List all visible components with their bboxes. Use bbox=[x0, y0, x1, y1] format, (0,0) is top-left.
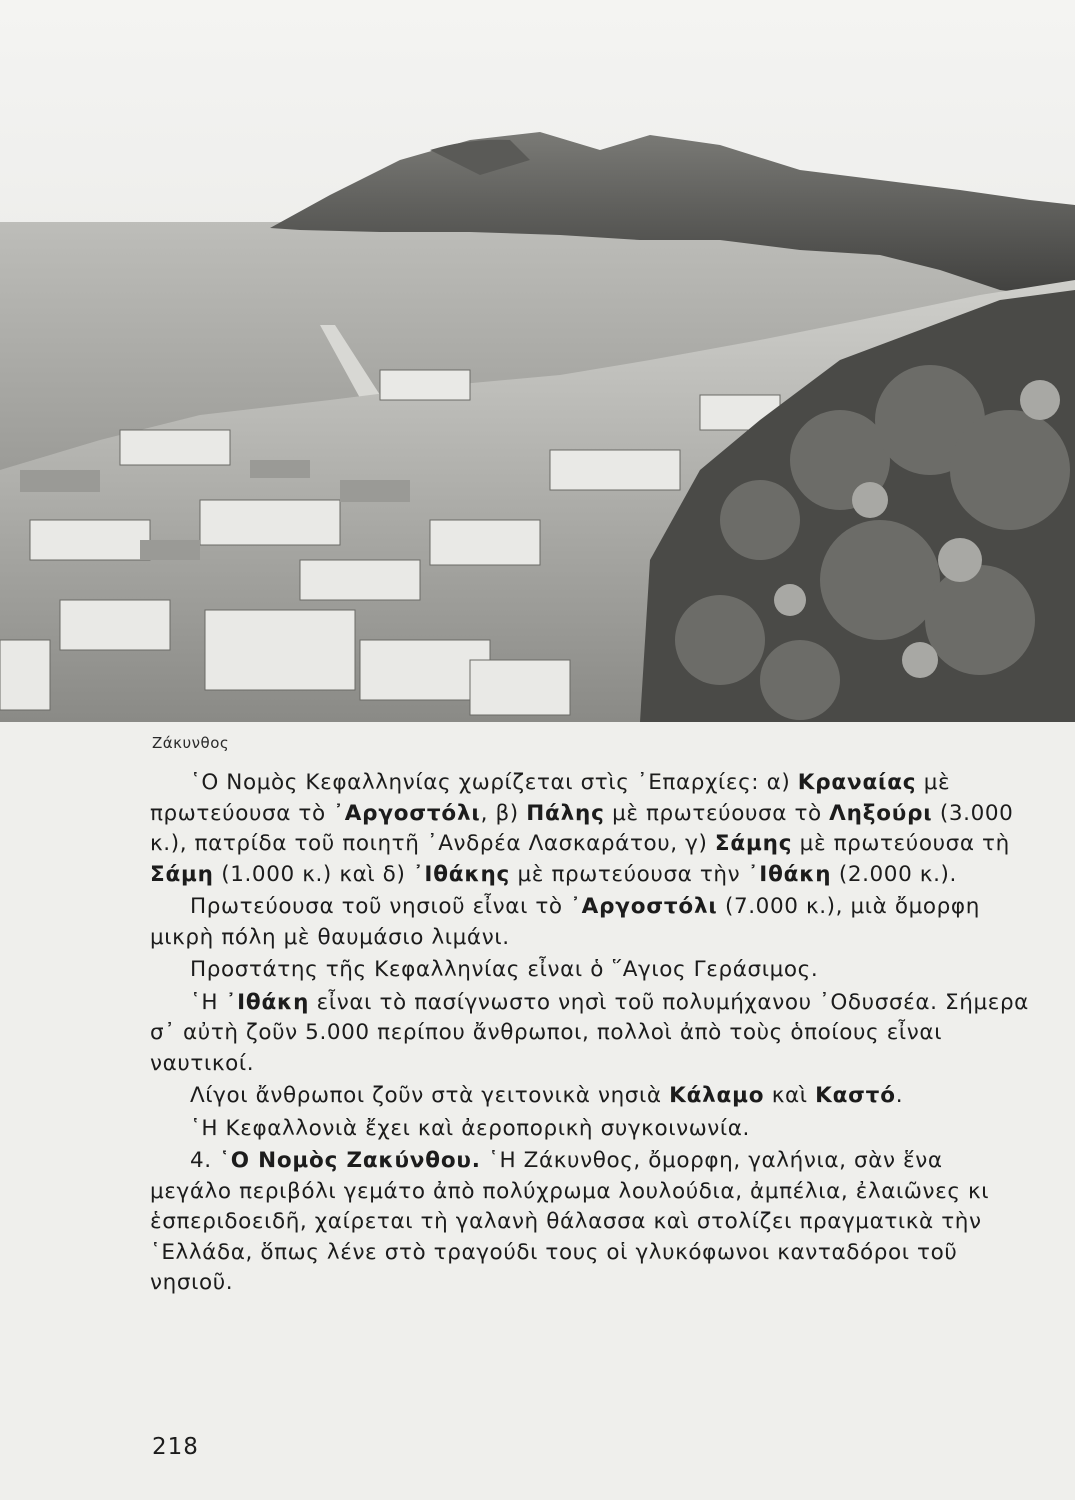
text-run: (7.000 κ.), μιὰ ὄμορφη μικρὴ πόλη μὲ θαυμάσιο λιμάνι. bbox=[150, 894, 980, 950]
body-text bbox=[150, 768, 1030, 1299]
paragraph-kefallinia-provinces bbox=[150, 768, 1030, 890]
text-run: καὶ bbox=[764, 1083, 816, 1108]
bold-term: ᾿Ιθάκη bbox=[225, 989, 310, 1015]
bold-term: Καστό bbox=[815, 1083, 896, 1108]
text-run: μὲ πρωτεύουσα τὴν bbox=[510, 861, 748, 887]
bold-term: Ληξούρι bbox=[829, 800, 933, 826]
bold-term: ᾿Ιθάκη bbox=[747, 861, 832, 887]
paragraph-zakynthos bbox=[150, 1146, 1030, 1299]
text-run: , β) bbox=[480, 800, 527, 826]
paragraph-small-islands bbox=[150, 1081, 1030, 1112]
text-run: (3.000 κ.), πατρίδα τοῦ ποιητῆ ᾿Ανδρέα Λασκαράτου, γ) bbox=[150, 800, 1014, 856]
photo-caption: Ζάκυνθος bbox=[152, 734, 230, 752]
text-run: μὲ πρωτεύουσα τὸ bbox=[150, 770, 951, 826]
text-run: (1.000 κ.) καὶ δ) bbox=[213, 861, 413, 887]
page-number: 218 bbox=[152, 1434, 199, 1460]
text-run: Πρωτεύουσα τοῦ νησιοῦ εἶναι τὸ bbox=[190, 894, 571, 919]
section-number: 4. bbox=[190, 1148, 220, 1173]
bold-term: Πάλης bbox=[526, 800, 605, 826]
text-run: ῾Η bbox=[190, 989, 226, 1015]
text-run: ῾Η Ζάκυνθος, ὄμορφη, γαλήνια, σὰν ἕνα μεγάλο περιβόλι γεμάτο ἀπὸ πολύχρωμα λουλούδια, ἀμπέλια, ἐλαιῶνες κι ἑσπεριδοειδῆ, χαίρεται τὴ γαλανὴ θάλασσα καὶ στολίζει πραγματικὰ τὴν ῾Ελλάδα, ὅπως λένε στὸ τραγούδι τους οἱ γλυκόφωνοι κανταδόροι τοῦ νησιοῦ. bbox=[150, 1148, 990, 1295]
text-run: εἶναι τὸ πασίγνωστο νησὶ τοῦ πολυμήχανου ᾿Οδυσσέα. Σήμερα σ᾿ αὐτὴ ζοῦν 5.000 περίπου ἄνθρωποι, πολλοὶ ἀπὸ τοὺς ὁποίους εἶναι ναυτικοί. bbox=[150, 989, 1029, 1076]
bold-term: ᾿Αργοστόλι bbox=[570, 894, 718, 919]
text-run: μὲ πρωτεύουσα τὸ bbox=[604, 800, 830, 826]
text-run: . bbox=[895, 1083, 904, 1108]
section-heading: ῾Ο Νομὸς Ζακύνθου. bbox=[219, 1148, 481, 1173]
text-run: Λίγοι ἄνθρωποι ζοῦν στὰ γειτονικὰ νησιὰ bbox=[190, 1083, 670, 1108]
bold-term: Κάλαμο bbox=[669, 1083, 765, 1108]
text-run: (2.000 κ.). bbox=[831, 861, 957, 887]
paragraph-patron-saint: Προστάτης τῆς Κεφαλληνίας εἶναι ὁ ῞Αγιος Γεράσιμος. bbox=[190, 957, 819, 982]
bold-term: Σάμη bbox=[150, 861, 214, 887]
paragraph-air-transport: ῾Η Κεφαλλονιὰ ἔχει καὶ ἀεροπορικὴ συγκοινωνία. bbox=[190, 1115, 750, 1141]
paragraph-capital bbox=[150, 892, 1030, 953]
text-run: μὲ πρωτεύουσα τὴ bbox=[792, 831, 1010, 856]
bold-term: ᾿Ιθάκης bbox=[412, 861, 511, 887]
text-run: ῾Ο Νομὸς Κεφαλληνίας χωρίζεται στὶς ᾿Επαρχίες: α) bbox=[190, 770, 798, 795]
paragraph-ithaca bbox=[150, 988, 1030, 1080]
bold-term: ᾿Αργοστόλι bbox=[333, 800, 481, 826]
bold-term: Σάμης bbox=[714, 831, 793, 856]
bold-term: Κραναίας bbox=[797, 770, 917, 795]
zakynthos-photo bbox=[0, 0, 1075, 722]
